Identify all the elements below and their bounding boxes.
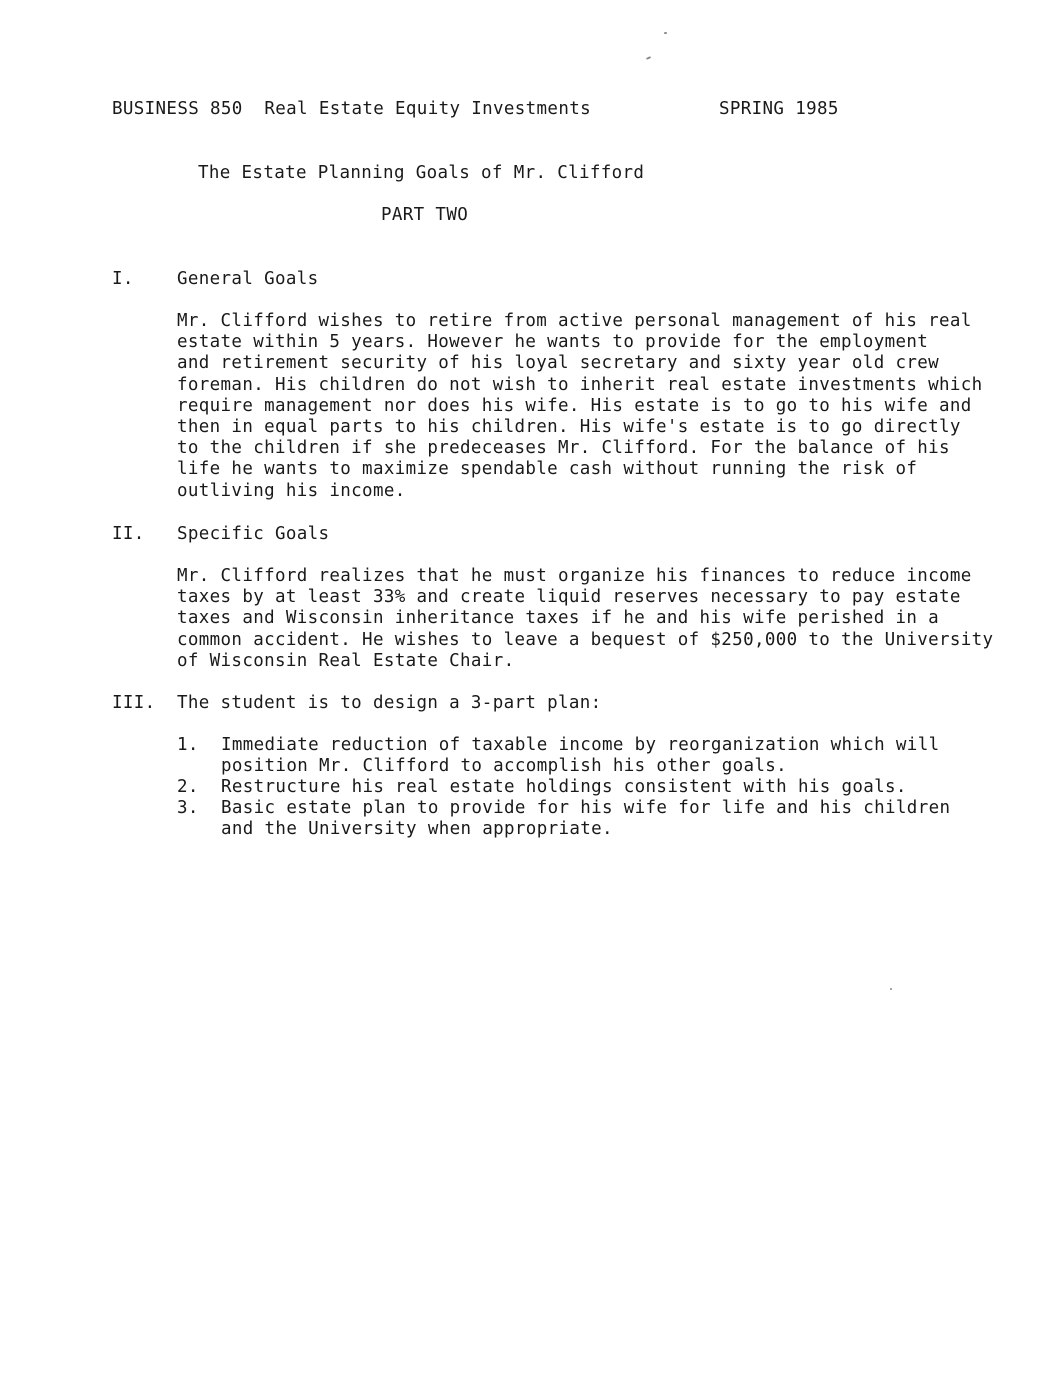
section-numeral: III. (112, 693, 156, 713)
list-text: Basic estate plan to provide for his wife for life and his children and the University when appropriate. (221, 798, 951, 840)
term-header: SPRING 1985 (719, 99, 839, 119)
scan-speck (890, 988, 892, 990)
list-item (177, 735, 997, 779)
section-body: Mr. Clifford realizes that he must organize his finances to reduce income taxes by at least 33% and create liquid reserves necessary to pay estate taxes and Wisconsin inheritance taxes if he and his wife perished in a common accident. He wishes to leave a bequest of $250,000 to the University of Wisconsin Real Estate Chair. (177, 566, 994, 671)
course-header: BUSINESS 850 Real Estate Equity Investments (112, 99, 591, 119)
section-heading: General Goals (177, 269, 319, 289)
list-text: Immediate reduction of taxable income by reorganization which will position Mr. Clifford to accomplish his other goals. (221, 735, 940, 777)
list-number: 2. (177, 777, 199, 797)
scan-speck (664, 32, 667, 34)
list-item (177, 777, 997, 799)
section-numeral: II. (112, 524, 145, 544)
list-number: 1. (177, 735, 199, 755)
list-item (177, 798, 997, 842)
list-text: Restructure his real estate holdings consistent with his goals. (221, 777, 907, 797)
list-number: 3. (177, 798, 199, 818)
section-heading: The student is to design a 3-part plan: (177, 693, 602, 713)
section-numeral: I. (112, 269, 134, 289)
part-label: PART TWO (381, 205, 469, 225)
section-heading: Specific Goals (177, 524, 330, 544)
section-body: Mr. Clifford wishes to retire from active personal management of his real estate within 5 years. However he wants to provide for the employment and retirement security of his loyal secretary and sixty year old crew foreman. His children do not wish to inherit real estate investments which require management nor does his wife. His estate is to go to his wife and then in equal parts to his children. His wife's estate is to go directly to the children if she predeceases Mr. Clifford. For the balance of his life he wants to maximize spendable cash without running the risk of outliving his income. (177, 311, 983, 501)
document-title: The Estate Planning Goals of Mr. Clifford (198, 163, 645, 183)
scan-speck (646, 56, 651, 60)
